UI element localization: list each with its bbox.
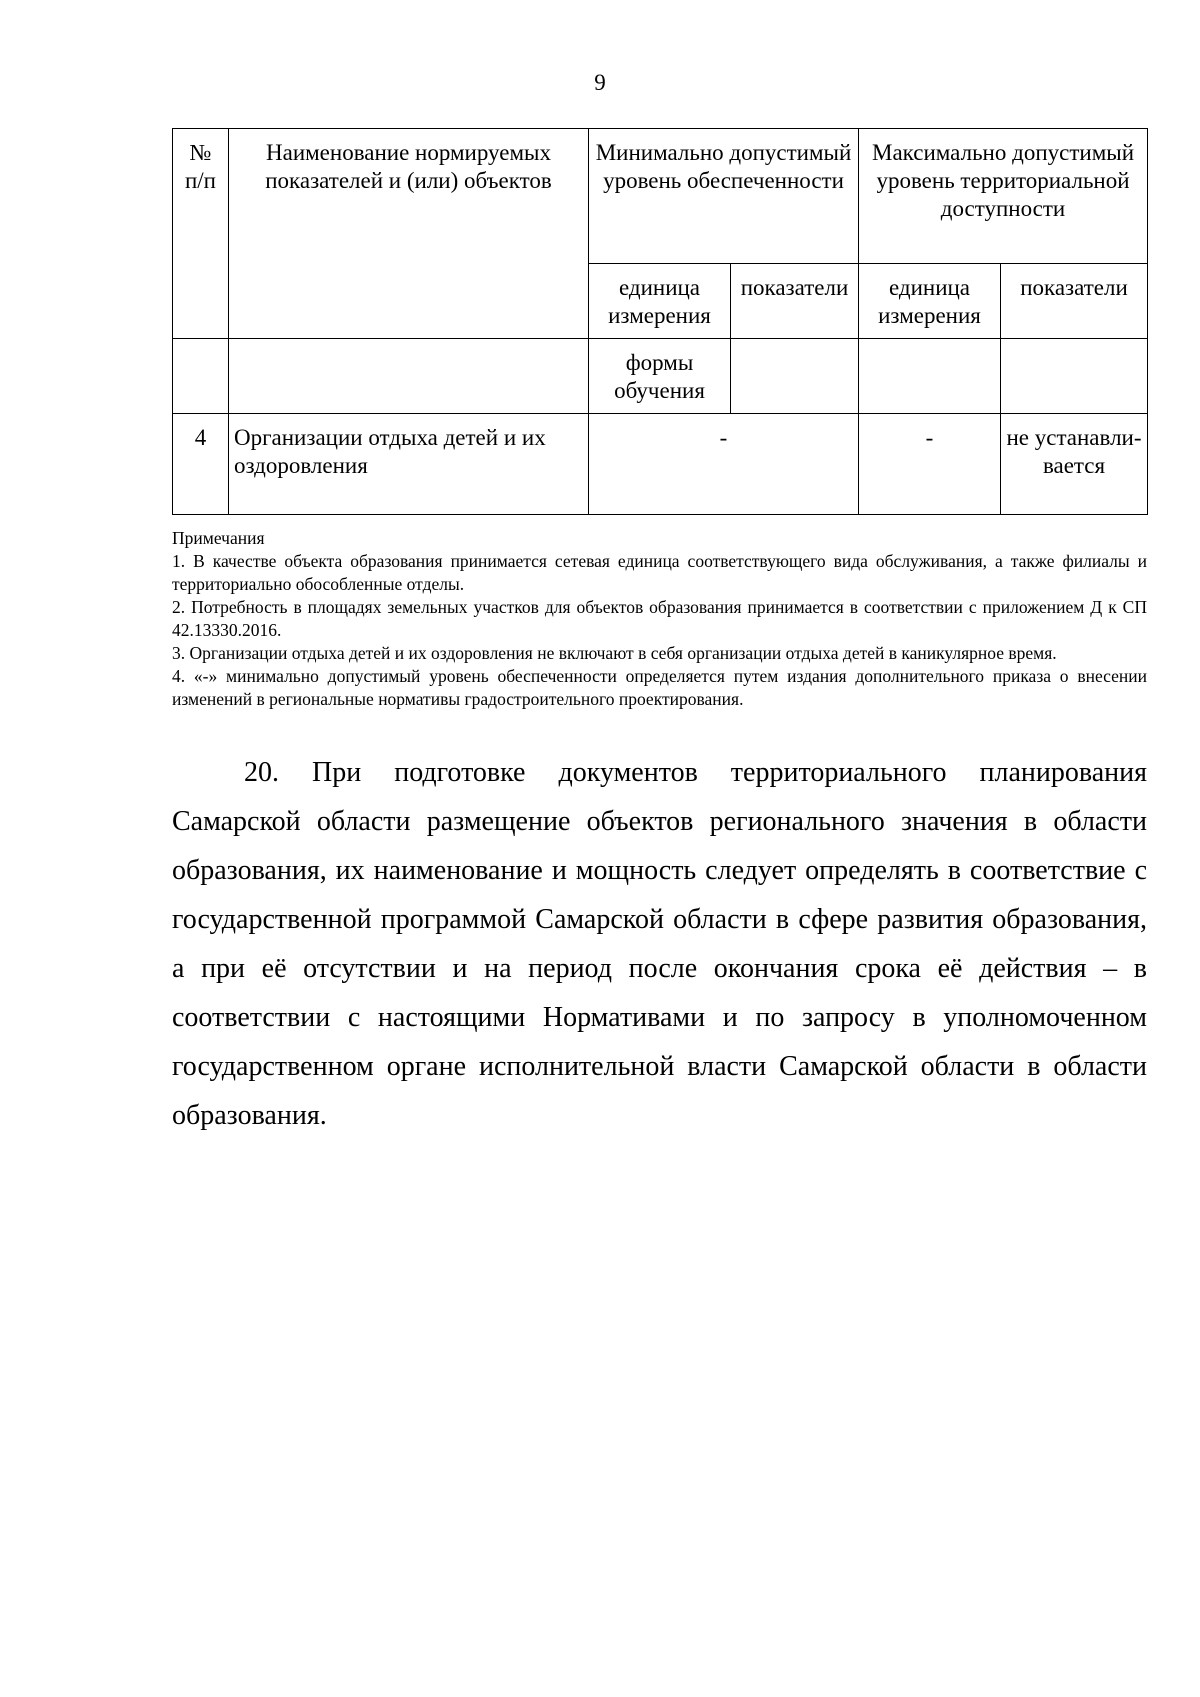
cell-max-unit: - [859,414,1001,515]
note-item: 3. Организации отдыха детей и их оздоровления не включают в себя организации отдыха детей в каникулярное время. [172,643,1057,663]
cell-max-value [1001,339,1148,414]
cell-max-value: не устанавли-вается [1001,414,1148,515]
cell-min-merged: - [589,414,859,515]
header-num: № п/п [173,129,229,339]
header-min-level: Минимально допустимый уровень обеспеченности [589,129,859,264]
cell-min-unit: формы обучения [589,339,731,414]
header-min-value: показатели [731,264,859,339]
page-number: 9 [594,70,606,95]
header-max-level: Максимально допустимый уровень территориальной доступности [859,129,1148,264]
header-min-unit: единица измерения [589,264,731,339]
header-max-value: показатели [1001,264,1148,339]
note-item: 2. Потребность в площадях земельных участков для объектов образования принимается в соответствии с приложением Д к СП 42.13330.2016. [172,597,1147,640]
table-row [173,339,1148,414]
cell-max-unit [859,339,1001,414]
notes-block [172,527,1147,711]
cell-min-value [731,339,859,414]
cell-name [229,339,589,414]
note-item: 1. В качестве объекта образования принимается сетевая единица соответствующего вида обслуживания, а также филиалы и территориально обособленные отделы. [172,551,1147,594]
body-paragraph: 20. При подготовке документов территориального планирования Самарской области размещение объектов регионального значения в области образования, их наименование и мощность следует определять в соответствие с государственной программой Самарской области в сфере развития образования, а при её отсутствии и на период после окончания срока её действия – в соответствии с настоящими Нормативами и по запросу в уполномоченном государственном органе исполнительной власти Самарской области в области образования. [172,757,1147,1131]
table-header-row [173,129,1148,264]
cell-num [173,339,229,414]
note-item: 4. «-» минимально допустимый уровень обеспеченности определяется путем издания дополнительного приказа о внесении изменений в региональные нормативы градостроительного проектирования. [172,666,1147,709]
cell-name: Организации отдыха детей и их оздоровления [229,414,589,515]
header-max-unit: единица измерения [859,264,1001,339]
table-row [173,414,1148,515]
notes-title: Примечания [172,528,265,548]
header-name: Наименование нормируемых показателей и (или) объектов [229,129,589,339]
norms-table [172,128,1148,515]
cell-num: 4 [173,414,229,515]
